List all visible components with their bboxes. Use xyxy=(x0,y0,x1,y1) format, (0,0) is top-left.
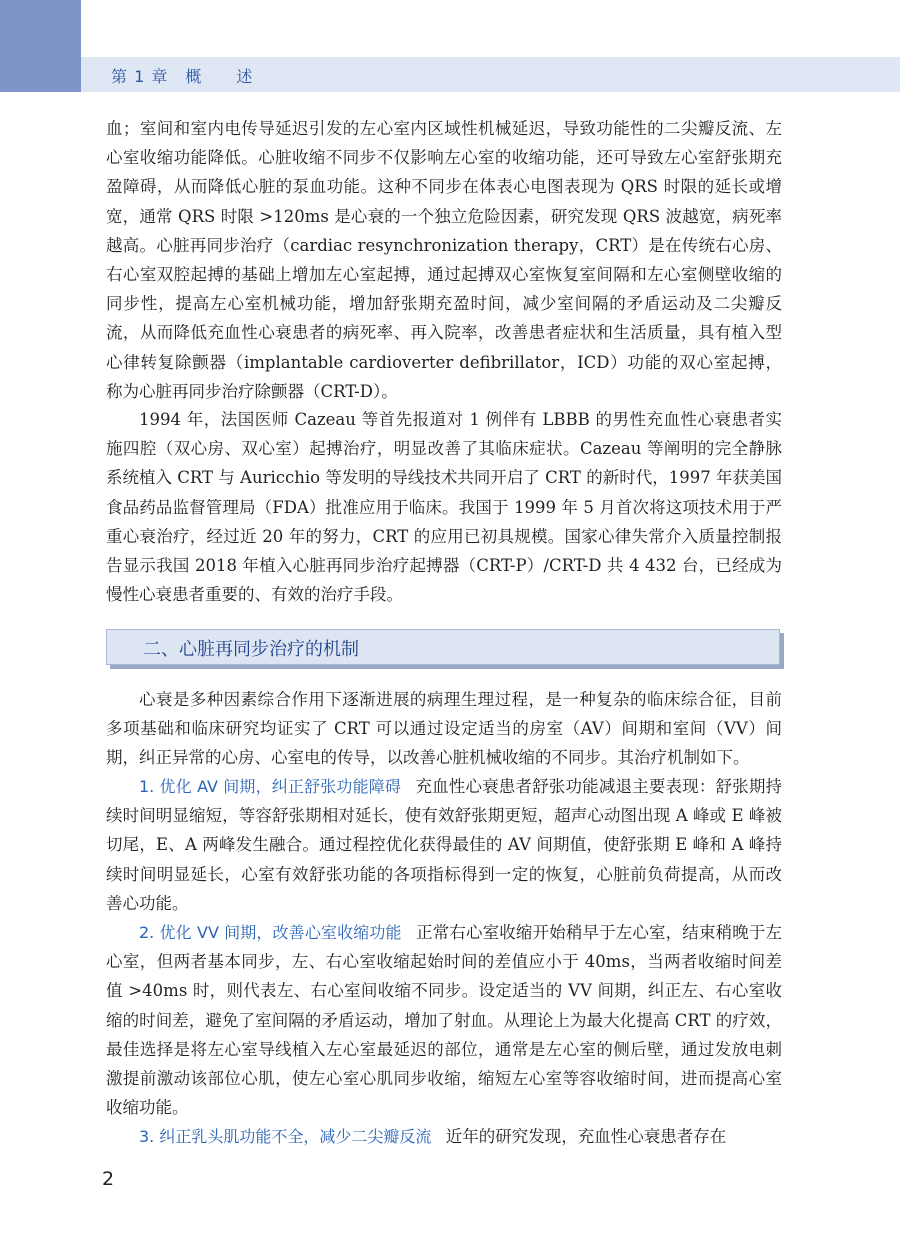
subsection-1-heading: 1. 优化 AV 间期，纠正舒张功能障碍 xyxy=(139,777,402,796)
subsection-1-body: 充血性心衰患者舒张功能减退主要表现：舒张期持续时间明显缩短，等容舒张期相对延长，使有效舒张期更短，超声心动图出现 A 峰或 E 峰被切尾，E、A 两峰发生融合。通过程控优化获得最佳的 AV 间期值，使舒张期 E 峰和 A 峰持续时间明显延长，心室有效舒张功能的各项指标得到一定的恢复，心脏前负荷提高，从而改善心功能。 xyxy=(106,777,782,913)
running-header-title: 第 1 章 概 述 xyxy=(111,67,254,86)
paragraph-2: 1994 年，法国医师 Cazeau 等首先报道对 1 例伴有 LBBB 的男性充血性心衰患者实施四腔（双心房、双心室）起搏治疗，明显改善了其临床症状。Cazeau 等阐明的完全静脉系统植入 CRT 与 Auricchio 等发明的导线技术共同开启了 CRT 的新时代，1997 年获美国食品药品监督管理局（FDA）批准应用于临床。我国于 1999 年 5 月首次将这项技术用于严重心衰治疗，经过近 20 年的努力，CRT 的应用已初具规模。国家心律失常介入质量控制报告显示我国 2018 年植入心脏再同步治疗起搏器（CRT-P）/CRT-D 共 4 432 台，已经成为慢性心衰患者重要的、有效的治疗手段。 xyxy=(106,410,782,605)
paragraph-3: 心衰是多种因素综合作用下逐渐进展的病理生理过程，是一种复杂的临床综合征，目前多项基础和临床研究均证实了 CRT 可以通过设定适当的房室（AV）间期和室间（VV）间期，纠正异常的心房、心室电的传导，以改善心脏机械收缩的不同步。其治疗机制如下。 xyxy=(106,690,782,768)
page-number: 2 xyxy=(102,1168,115,1190)
chapter-corner-block xyxy=(0,0,81,92)
subsection-2 xyxy=(106,918,782,1122)
section-heading-box xyxy=(106,629,780,665)
paragraph-1: 血；室间和室内电传导延迟引发的左心室内区域性机械延迟，导致功能性的二尖瓣反流、左心室收缩功能降低。心脏收缩不同步不仅影响左心室的收缩功能，还可导致左心室舒张期充盈障碍，从而降低心脏的泵血功能。这种不同步在体表心电图表现为 QRS 时限的延长或增宽，通常 QRS 时限 >120ms 是心衰的一个独立危险因素，研究发现 QRS 波越宽，病死率越高。心脏再同步治疗（cardiac resynchronization therapy，CRT）是在传统右心房、右心室双腔起搏的基础上增加左心室起搏，通过起搏双心室恢复室间隔和左心室侧壁收缩的同步性，提高左心室机械功能，增加舒张期充盈时间，减少室间隔的矛盾运动及二尖瓣反流，从而降低充血性心衰患者的病死率、再入院率，改善患者症状和生活质量，具有植入型心律转复除颤器（implantable cardioverter defibrillator，ICD）功能的双心室起搏，称为心脏再同步治疗除颤器（CRT-D）。 xyxy=(106,119,782,401)
subsection-3-heading: 3. 纠正乳头肌功能不全，减少二尖瓣反流 xyxy=(139,1127,432,1146)
subsection-2-body: 正常右心室收缩开始稍早于左心室，结束稍晚于左心室，但两者基本同步，左、右心室收缩起始时间的差值应小于 40ms，当两者收缩时间差值 >40ms 时，则代表左、右心室间收缩不同步。设定适当的 VV 间期，纠正左、右心室收缩的时间差，避免了室间隔的矛盾运动，增加了射血。从理论上为最大化提高 CRT 的疗效，最佳选择是将左心室导线植入左心室最延迟的部位，通常是左心室的侧后壁，通过发放电刺激提前激动该部位心肌，使左心室心肌同步收缩，缩短左心室等容收缩时间，进而提高心室收缩功能。 xyxy=(106,923,783,1118)
subsection-3-body: 近年的研究发现，充血性心衰患者存在 xyxy=(445,1127,727,1146)
section-heading: 二、心脏再同步治疗的机制 xyxy=(143,639,359,660)
subsection-3 xyxy=(106,1122,782,1151)
subsection-1 xyxy=(106,772,782,918)
subsection-2-heading: 2. 优化 VV 间期，改善心室收缩功能 xyxy=(139,923,402,942)
